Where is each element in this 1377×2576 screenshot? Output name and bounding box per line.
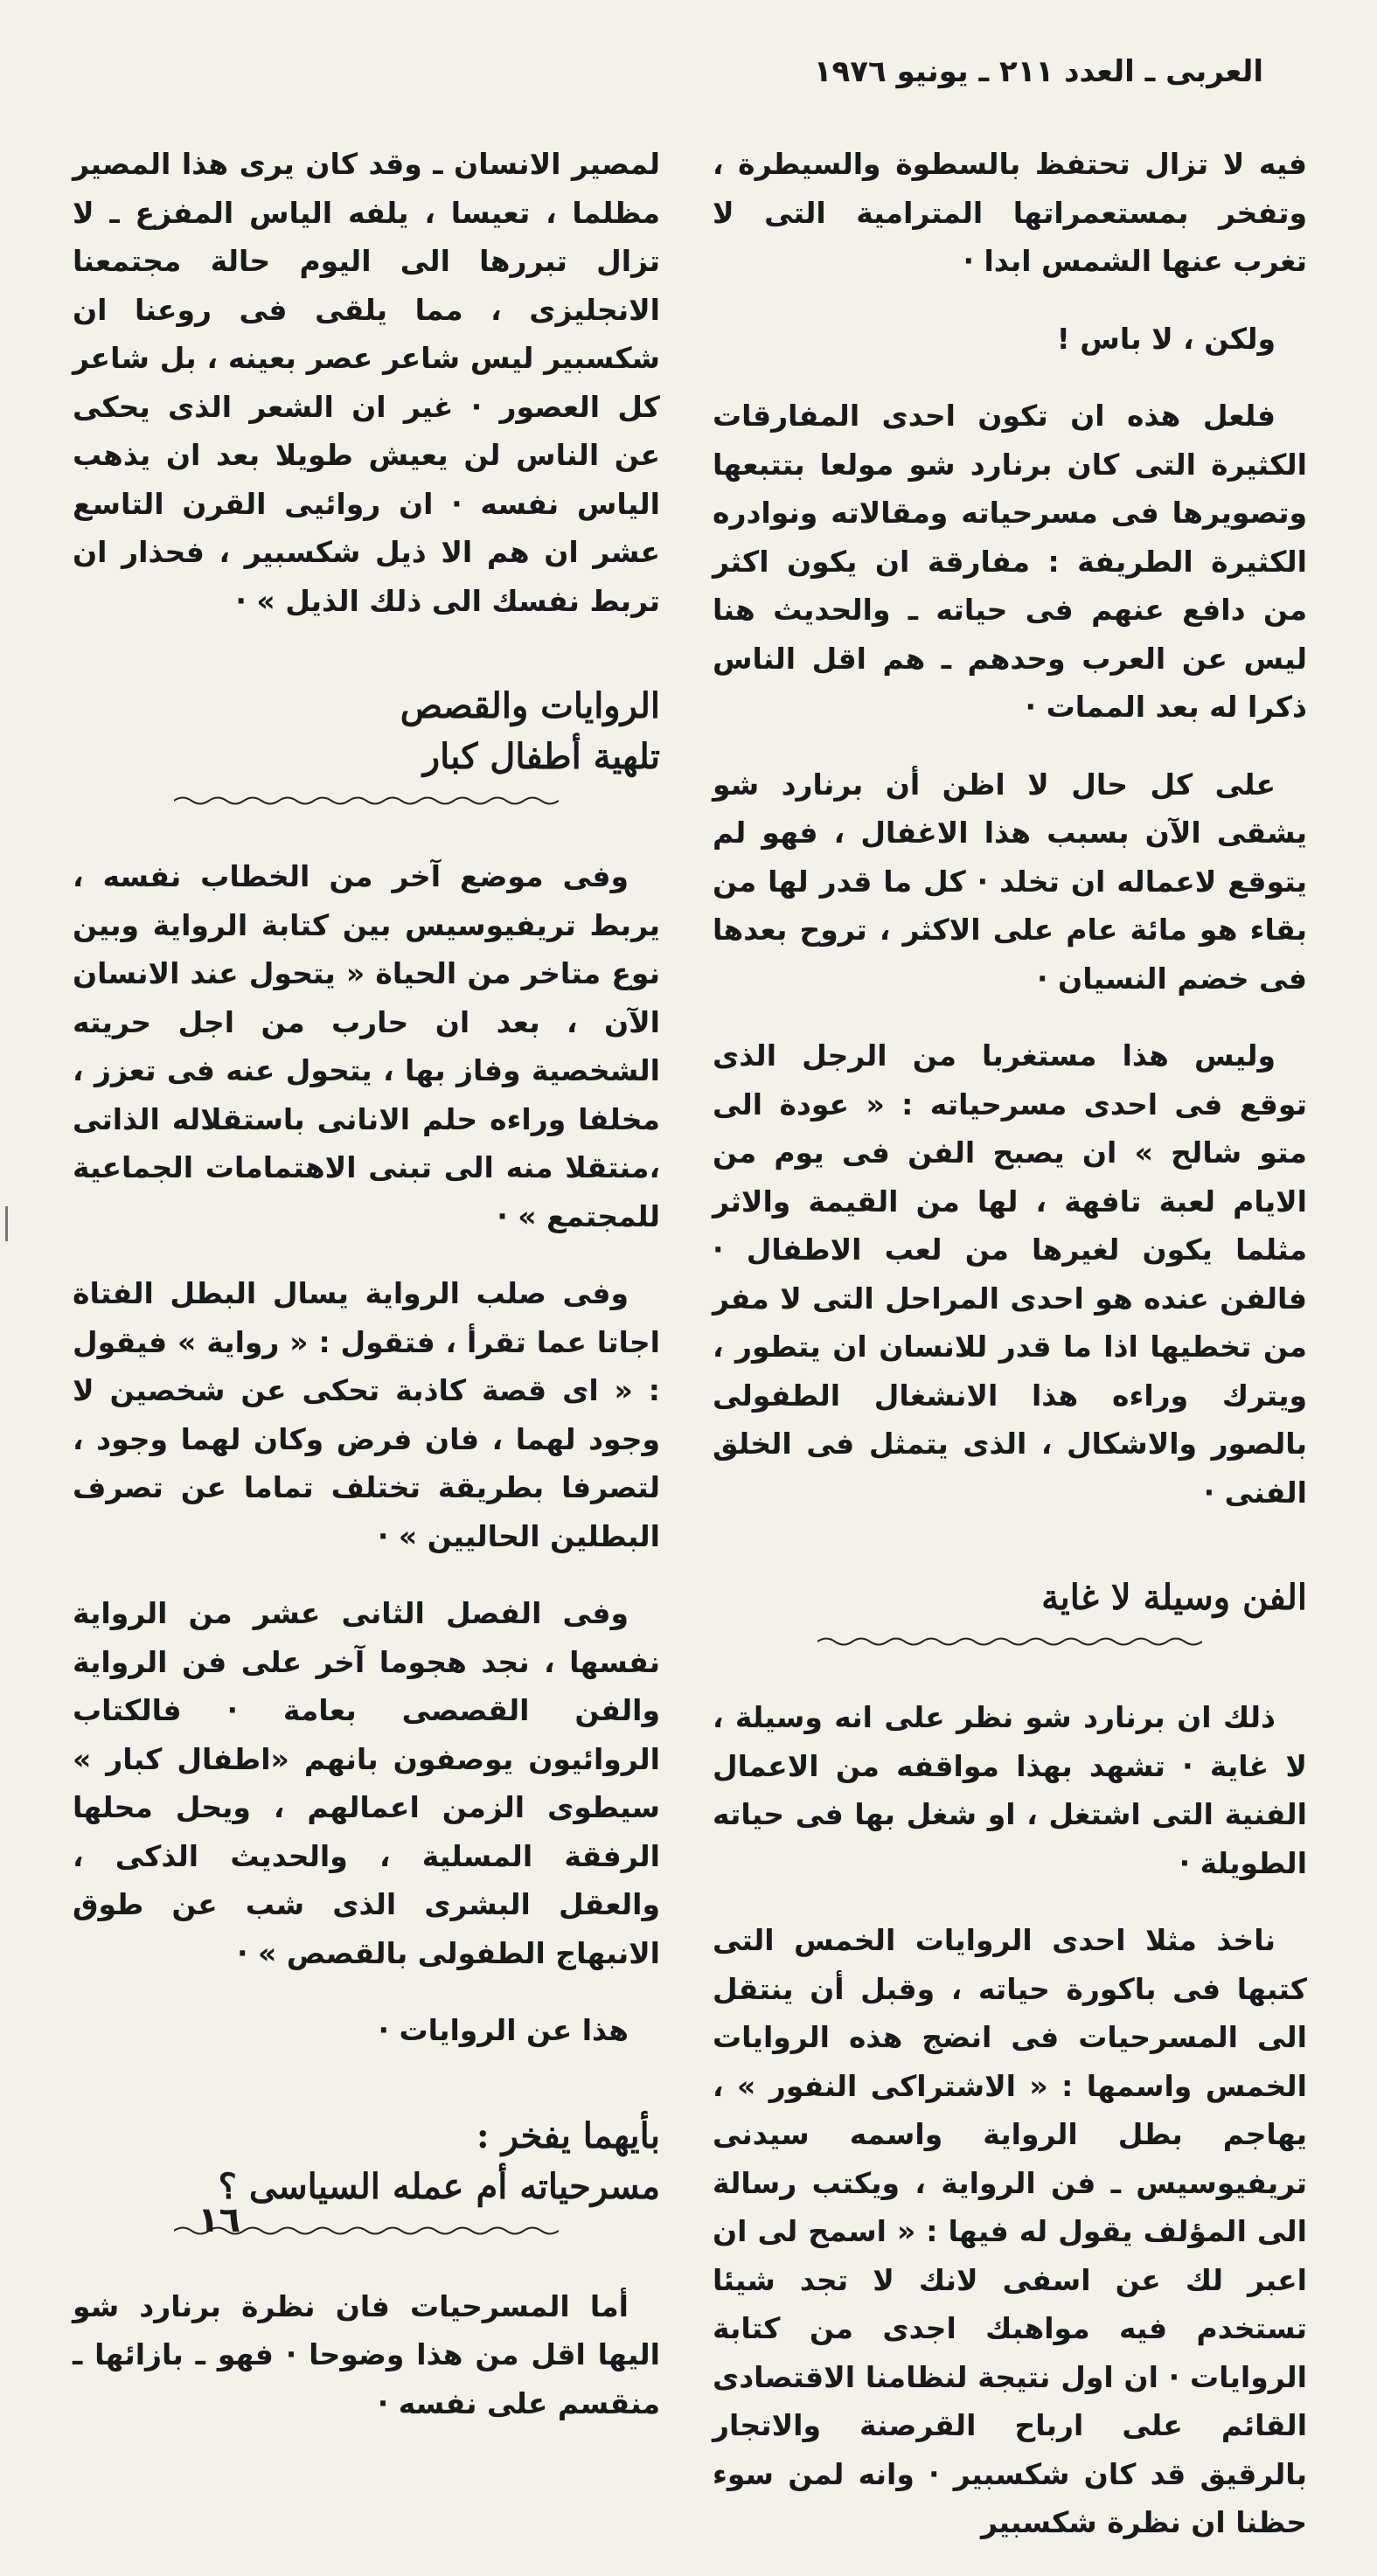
paragraph: هذا عن الروايات ·: [378, 2013, 629, 2047]
paragraph: وفى صلب الرواية يسال البطل الفتاة اجاتا عما تقرأ ، فتقول : « رواية » فيقول : « اى قصة كاذبة تحكى عن شخصين لا وجود لهما ، فان فرض وكان لهما وجود ، لتصرفا بطريقة تختلف تماما عن تصرف البطلين الحاليين » ·: [73, 1276, 660, 1553]
scan-mark: [5, 1206, 8, 1241]
heading-line: الروايات والقصص: [400, 685, 660, 726]
paragraph: وفى الفصل الثانى عشر من الرواية نفسها ، نجد هجوما آخر على فن الرواية والفن القصصى بعامة · فالكتاب الروائيون يوصفون بانهم «اطفال كبار » سيطوى الزمن اعمالهم ، ويحل محلها الرفقة المسلية ، والحديث الذكى ، والعقل البشرى الذى شب عن طوق الانبهاج الطفولى بالقصص » ·: [73, 1596, 660, 1970]
running-head: العربى ـ العدد ٢١١ ـ يونيو ١٩٧٦: [813, 54, 1263, 89]
page-number: ١٦: [198, 2200, 240, 2240]
heading-line: بأيهما يفخر :: [476, 2114, 660, 2156]
wavy-underline: [817, 1635, 1202, 1648]
section-heading: [73, 2111, 660, 2237]
heading-line: الفن وسيلة لا غاية: [1041, 1577, 1307, 1618]
right-column: [713, 140, 1307, 2576]
paragraph: أما المسرحيات فان نظرة برنارد شو اليها اقل من هذا وضوحا · فهو ـ بازائها ـ منقسم على نفسه ·: [73, 2288, 660, 2420]
paragraph: ناخذ مثلا احدى الروايات الخمس التى كتبها فى باكورة حياته ، وقبل أن ينتقل الى المسرحيات فى انضج هذه الروايات الخمس واسمها : « الاشتراكى النفور » ، يهاجم بطل الرواية واسمه سيدنى تريفيوسيس ـ فن الرواية ، ويكتب رسالة الى المؤلف يقول له فيها : « اسمح لى ان اعبر لك عن اسفى لانك لا تجد شيئا تستخدم فيه مواهبك اجدى من كتابة الروايات · ان اول نتيجة لنظامنا الاقتصادى القائم على ارباح القرصنة والاتجار بالرقيق قد كان شكسبير · وانه لمن سوء حظنا ان نظرة شكسبير: [713, 1923, 1307, 2539]
paragraph: فيه لا تزال تحتفظ بالسطوة والسيطرة ، وتفخر بمستعمراتها المترامية التى لا تغرب عنها الشمس ابدا ·: [713, 147, 1307, 278]
paragraph: ولكن ، لا باس !: [1056, 321, 1276, 356]
paragraph: ذلك ان برنارد شو نظر على انه وسيلة ، لا غاية · تشهد بهذا مواقفه من الاعمال الفنية التى اشتغل ، او شغل بها فى حياته الطويلة ·: [713, 1700, 1307, 1880]
heading-line: مسرحياته أم عمله السياسى ؟: [218, 2165, 660, 2207]
paragraph: على كل حال لا اظن أن برنارد شو يشقى الآن بسبب هذا الاغفال ، فهو لم يتوقع لاعماله ان تخلد · كل ما قدر لها من بقاء هو مائة عام على الاكثر ، تروح بعدها فى خضم النسيان ·: [713, 767, 1307, 996]
paragraph: وفى موضع آخر من الخطاب نفسه ، يربط تريفيوسيس بين كتابة الرواية وبين نوع متاخر من الحياة « يتحول عند الانسان الآن ، بعد ان حارب من اجل حريته الشخصية وفاز بها ، يتحول عنه فى تعزز ، مخلفا وراءه حلم الانانى باستقلاله الذاتى ،منتقلا منه الى تبنى الاهتمامات الجماعية للمجتمع » ·: [73, 859, 660, 1233]
paragraph: لمصير الانسان ـ وقد كان يرى هذا المصير مظلما ، تعيسا ، يلفه الياس المفزع ـ لا تزال تبررها الى اليوم حالة مجتمعنا الانجليزى ، مما يلقى فى روعنا ان شكسبير ليس شاعر عصر بعينه ، بل شاعر كل العصور · غير ان الشعر الذى يحكى عن الناس لن يعيش طويلا بعد ان يذهب الياس نفسه · ان روائيى القرن التاسع عشر ان هم الا ذيل شكسبير ، فحذار ان تربط نفسك الى ذلك الذيل » ·: [73, 147, 660, 618]
wavy-underline: [174, 795, 559, 807]
section-heading: [713, 1573, 1307, 1648]
paragraph: وليس هذا مستغربا من الرجل الذى توقع فى احدى مسرحياته : « عودة الى متو شالح » ان يصبح الفن فى يوم من الايام لعبة تافهة ، لها من القيمة والاثر مثلما يكون لغيرها من لعب الاطفال · فالفن عنده هو احدى المراحل التى لا مفر من تخطيها اذا ما قدر للانسان ان يتطور ، ويترك وراءه هذا الانشغال الطفولى بالصور والاشكال ، الذى يتمثل فى الخلق الفنى ·: [713, 1038, 1307, 1510]
left-column: [73, 140, 660, 2456]
heading-line: تلهية أطفال كبار: [422, 736, 660, 777]
paragraph: فلعل هذه ان تكون احدى المفارقات الكثيرة التى كان برنارد شو مولعا بتتبعها وتصويرها فى مسرحياته ومقالاته ونوادره الكثيرة الطريفة : مفارقة ان يكون اكثر من دافع عنهم فى حياته ـ والحديث هنا ليس عن العرب وحدهم ـ هم اقل الناس ذكرا له بعد الممات ·: [713, 399, 1307, 724]
section-heading: [73, 681, 660, 807]
